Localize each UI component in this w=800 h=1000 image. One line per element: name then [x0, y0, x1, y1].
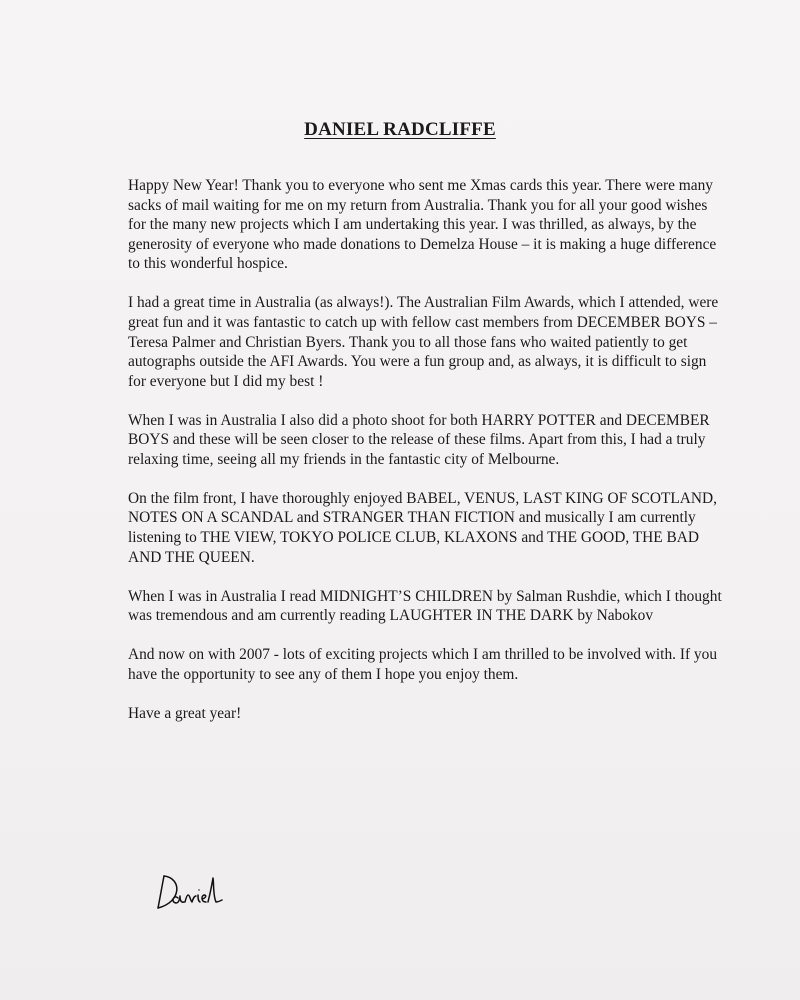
- paragraph-australia-awards: I had a great time in Australia (as always!). The Australian Film Awards, which I attended, were great fun and it was fantastic to catch up with fellow cast members from DECEMBER BOYS – Teresa Palmer and Christian Byers. Thank you to all those fans who waited patiently to get autographs outside the AFI Awards. You were a fun group and, as always, it is difficult to sign for everyone but I did my best !: [128, 294, 719, 390]
- paragraph-photo-shoot: When I was in Australia I also did a photo shoot for both HARRY POTTER and DECEMBER BOYS and these will be seen closer to the release of these films. Apart from this, I had a truly relaxing time, seeing all my friends in the fantastic city of Melbourne.: [128, 411, 710, 468]
- letter-title-text: DANIEL RADCLIFFE: [304, 119, 496, 140]
- letter-body: [128, 176, 728, 743]
- closing-line: Have a great year!: [128, 704, 242, 722]
- paragraph-2007-projects: And now on with 2007 - lots of exciting projects which I am thrilled to be involved with. If you have the opportunity to see any of them I hope you enjoy them.: [128, 646, 718, 683]
- paragraph-reading: When I was in Australia I read MIDNIGHT’S CHILDREN by Salman Rushdie, which I thought was tremendous and am currently reading LAUGHTER IN THE DARK by Nabokov: [128, 587, 722, 625]
- paragraph-film-music: On the film front, I have thoroughly enjoyed BABEL, VENUS, LAST KING OF SCOTLAND, NOTES ON A SCANDAL and STRANGER THAN FICTION and musically I am currently listening to THE VIEW, TOKYO POLICE CLUB, KLAXONS and THE GOOD, THE BAD AND THE QUEEN.: [128, 489, 717, 566]
- handwritten-signature: [152, 868, 232, 912]
- letter-title: [0, 119, 800, 141]
- paragraph-greeting: Happy New Year! Thank you to everyone who sent me Xmas cards this year. There were many sacks of mail waiting for me on my return from Australia. Thank you for all your good wishes for the many new projects which I am undertaking this year. I was thrilled, as always, by the generosity of everyone who made donations to Demelza House – it is making a huge difference to this wonderful hospice.: [128, 177, 717, 273]
